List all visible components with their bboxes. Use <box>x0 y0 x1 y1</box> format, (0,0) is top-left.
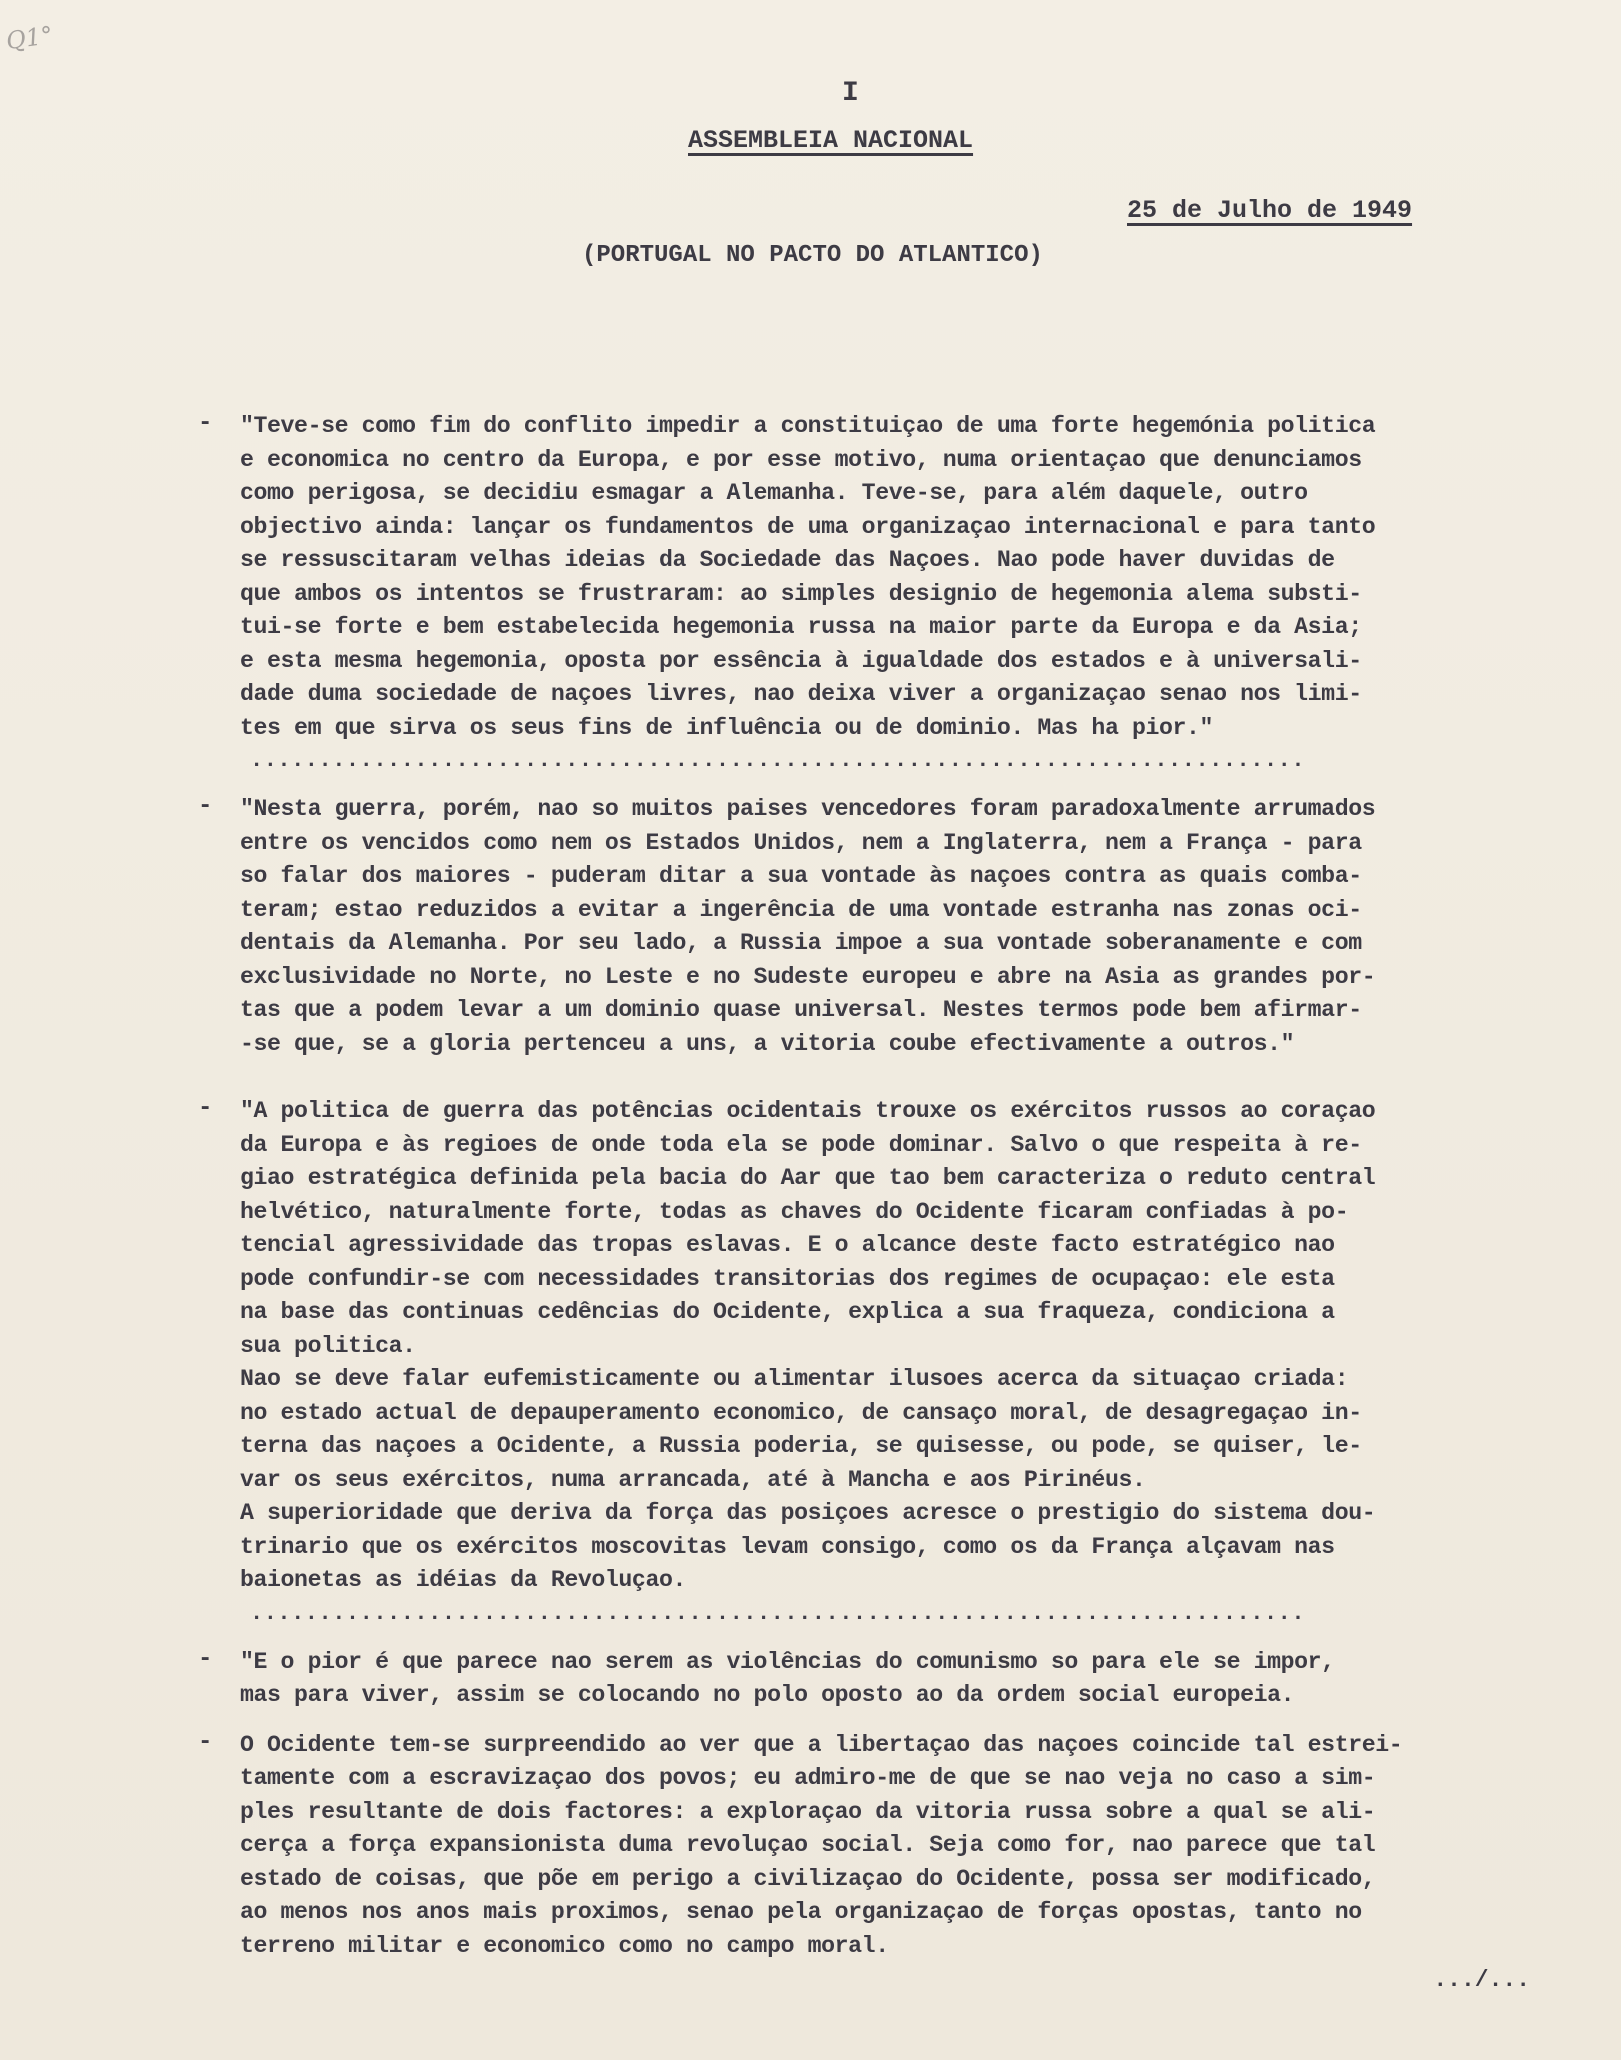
document-body <box>200 410 1600 1993</box>
text-line: tas que a podem levar a um dominio quase universal. Nestes termos pode bem afirmar- <box>240 997 1362 1023</box>
paragraph <box>200 1646 1600 1713</box>
dotted-separator: ............................................................................. <box>250 748 1306 773</box>
text-line: exclusividade no Norte, no Leste e no Sudeste europeu e abre na Asia as grandes por- <box>240 963 1376 990</box>
text-line: se ressuscitaram velhas ideias da Sociedade das Naçoes. Nao pode haver duvidas de <box>240 547 1335 573</box>
document-subtitle: (PORTUGAL NO PACTO DO ATLANTICO) <box>582 242 1043 269</box>
text-line: "A politica de guerra das potências ocidentais trouxe os exércitos russos ao coraçao <box>240 1098 1376 1124</box>
dotted-separator: ............................................................................. <box>250 1600 1306 1626</box>
text-line: so falar dos maiores - puderam ditar a sua vontade às naçoes contra as quais comba- <box>240 863 1362 889</box>
text-line: como perigosa, se decidiu esmagar a Alemanha. Teve-se, para além daquele, outro <box>240 480 1308 506</box>
text-line: pode confundir-se com necessidades transitorias dos regimes de ocupaçao: ele esta <box>240 1265 1335 1292</box>
text-line: giao estratégica definida pela bacia do Aar que tao bem caracteriza o reduto central <box>240 1165 1376 1191</box>
text-line: tamente com a escravizaçao dos povos; eu admiro-me de que se nao veja no caso a sim- <box>240 1765 1376 1791</box>
text-line: terreno militar e economico como no campo moral. <box>240 1932 889 1959</box>
text-line: ao menos nos anos mais proximos, senao pela organizaçao de forças opostas, tanto no <box>240 1899 1362 1925</box>
text-line: -se que, se a gloria pertenceu a uns, a vitoria coube efectivamente a outros." <box>240 1030 1295 1057</box>
text-line: terna das naçoes a Ocidente, a Russia poderia, se quisesse, ou pode, se quiser, le- <box>240 1433 1362 1459</box>
text-line: dentais da Alemanha. Por seu lado, a Russia impoe a sua vontade soberanamente e com <box>240 930 1362 956</box>
text-line: helvético, naturalmente forte, todas as chaves do Ocidente ficaram confiadas à po- <box>240 1198 1349 1225</box>
continuation-mark: .../... <box>1433 1967 1530 1993</box>
text-line: "Nesta guerra, porém, nao so muitos paises vencedores foram paradoxalmente arrumados <box>240 796 1376 822</box>
corner-mark: Q1° <box>4 20 55 56</box>
paragraph <box>200 1095 1600 1598</box>
text-line: tencial agressividade das tropas eslavas. E o alcance deste facto estratégico nao <box>240 1232 1335 1258</box>
paragraph <box>200 1729 1600 1964</box>
text-line: baionetas as idéias da Revoluçao. <box>240 1567 686 1593</box>
text-line: "Teve-se como fim do conflito impedir a constituiçao de uma forte hegemónia politica <box>240 413 1376 439</box>
bullet-dash: - <box>198 410 213 437</box>
text-line: estado de coisas, que põe em perigo a civilizaçao do Ocidente, possa ser modificado, <box>240 1865 1376 1892</box>
text-line: O Ocidente tem-se surpreendido ao ver que a libertaçao das naçoes coincide tal estrei- <box>240 1731 1403 1758</box>
bullet-dash: - <box>198 1645 213 1673</box>
bullet-dash: - <box>198 793 213 820</box>
text-line: cerça a força expansionista duma revoluçao social. Seja como for, nao parece que tal <box>240 1832 1376 1858</box>
text-line: A superioridade que deriva da força das posiçoes acresce o prestigio do sistema dou- <box>240 1500 1376 1526</box>
section-number: I <box>842 78 859 109</box>
document-date: 25 de Julho de 1949 <box>1127 196 1413 225</box>
bullet-dash: - <box>198 1728 213 1756</box>
text-line: ples resultante de dois factores: a exploraçao da vitoria russa sobre a qual se ali- <box>240 1798 1376 1825</box>
assembly-title: ASSEMBLEIA NACIONAL <box>688 126 974 155</box>
text-line: no estado actual de depauperamento economico, de cansaço moral, de desagregaçao in- <box>240 1399 1362 1426</box>
text-line: mas para viver, assim se colocando no polo oposto ao da ordem social europeia. <box>240 1682 1295 1708</box>
text-line: "E o pior é que parece nao serem as violências do comunismo so para ele se impor, <box>240 1648 1335 1675</box>
text-line: e economica no centro da Europa, e por esse motivo, numa orientaçao que denunciamos <box>240 446 1362 473</box>
text-line: trinario que os exércitos moscovitas levam consigo, como os da França alçavam nas <box>240 1533 1335 1560</box>
paragraph <box>200 410 1600 745</box>
bullet-dash: - <box>198 1095 213 1122</box>
text-line: entre os vencidos como nem os Estados Unidos, nem a Inglaterra, nem a França - para <box>240 829 1362 856</box>
paragraph <box>200 793 1600 1061</box>
text-line: tui-se forte e bem estabelecida hegemonia russa na maior parte da Europa e da Asia; <box>240 614 1362 640</box>
text-line: da Europa e às regioes de onde toda ela se pode dominar. Salvo o que respeita à re- <box>240 1131 1362 1158</box>
text-line: teram; estao reduzidos a evitar a ingerência de uma vontade estranha nas zonas oci- <box>240 896 1362 923</box>
text-line: na base das continuas cedências do Ocidente, explica a sua fraqueza, condiciona a <box>240 1299 1335 1325</box>
text-line: dade duma sociedade de naçoes livres, nao deixa viver a organizaçao senao nos limi- <box>240 681 1362 707</box>
text-line: Nao se deve falar eufemisticamente ou alimentar ilusoes acerca da situaçao criada: <box>240 1366 1349 1392</box>
text-line: e esta mesma hegemonia, oposta por essência à igualdade dos estados e à universali- <box>240 647 1362 674</box>
text-line: sua politica. <box>240 1332 416 1359</box>
text-line: tes em que sirva os seus fins de influência ou de dominio. Mas ha pior." <box>240 714 1214 741</box>
text-line: que ambos os intentos se frustraram: ao simples designio de hegemonia alema substi- <box>240 580 1362 607</box>
text-line: objectivo ainda: lançar os fundamentos de uma organizaçao internacional e para tanto <box>240 513 1376 540</box>
text-line: var os seus exércitos, numa arrancada, até à Mancha e aos Pirinéus. <box>240 1466 1146 1493</box>
